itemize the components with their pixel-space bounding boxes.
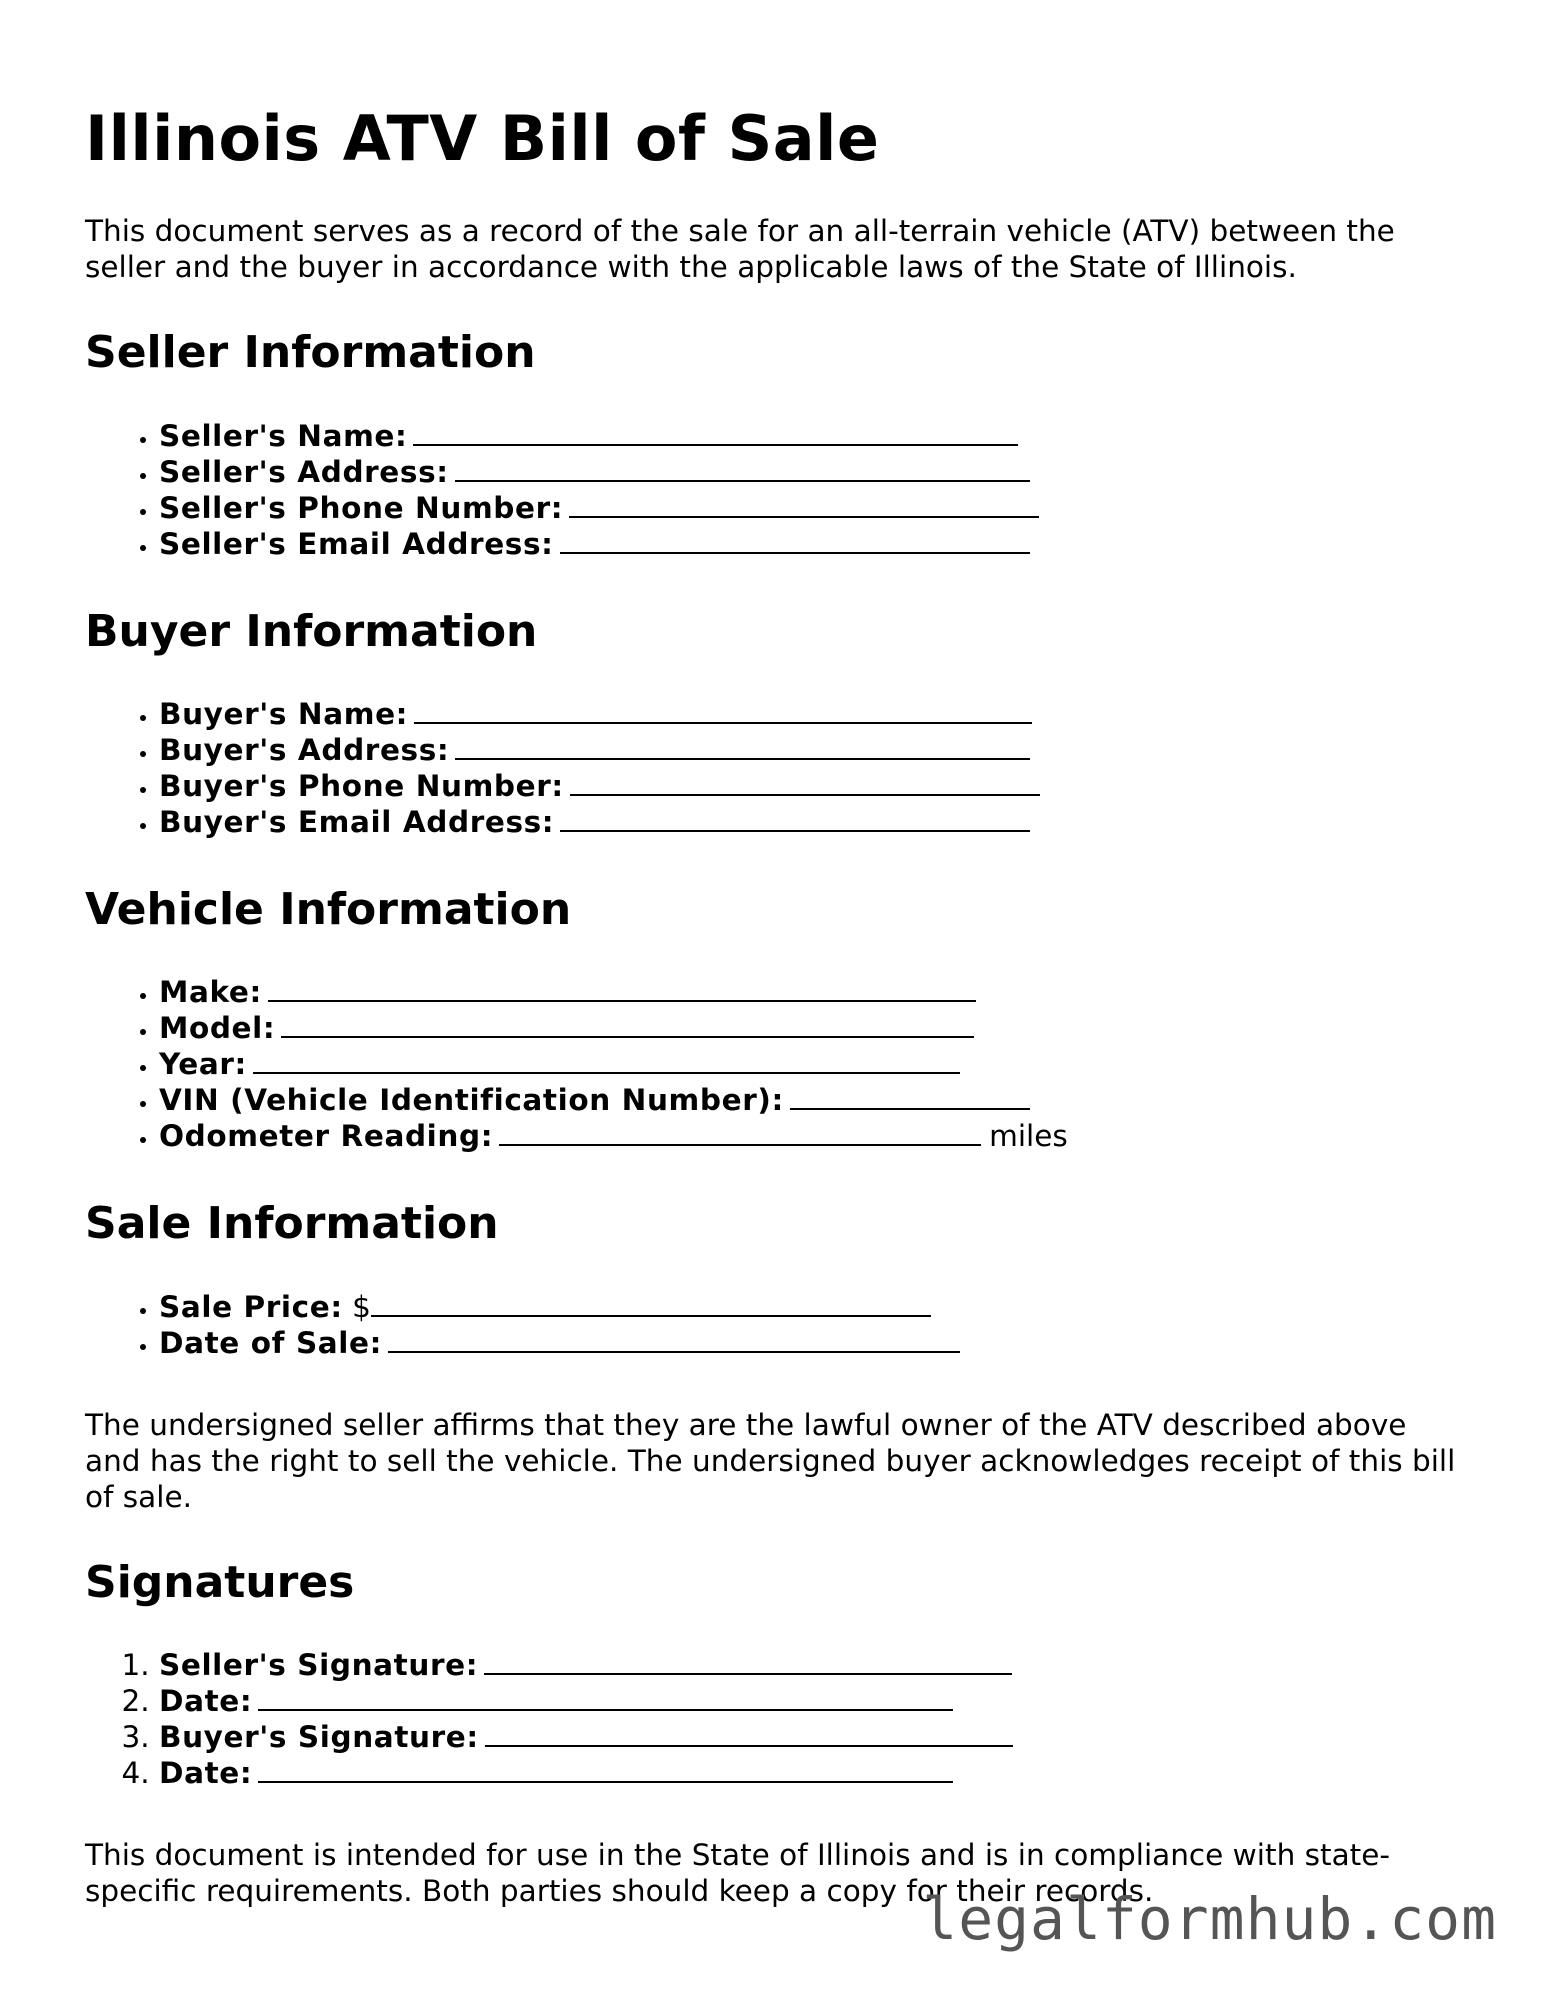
sale-date-blank[interactable]: [388, 1325, 960, 1353]
field-label: Seller's Email Address:: [159, 526, 554, 561]
vehicle-heading: Vehicle Information: [85, 883, 572, 935]
field-label: VIN (Vehicle Identification Number):: [159, 1083, 784, 1118]
buyer-phone-blank[interactable]: [570, 768, 1040, 796]
seller-email-blank[interactable]: [560, 526, 1030, 554]
buyer-signature-blank[interactable]: [485, 1719, 1013, 1747]
vehicle-fields-list: [85, 974, 1465, 1154]
seller-date-field: [159, 1683, 1465, 1719]
buyer-email-blank[interactable]: [560, 804, 1030, 832]
affirmation-paragraph: The undersigned seller affirms that they are the lawful owner of the ATV described above and has the right to sell the vehicle. The undersigned buyer acknowledges receipt of this bill of sale.: [85, 1407, 1456, 1514]
buyer-heading: Buyer Information: [85, 605, 538, 657]
field-label: Buyer's Email Address:: [159, 804, 555, 839]
sale-heading: Sale Information: [85, 1198, 499, 1250]
field-label: Make:: [159, 975, 262, 1010]
document-title: Illinois ATV Bill of Sale: [85, 102, 880, 175]
currency-symbol: $: [352, 1289, 371, 1324]
seller-signature-blank[interactable]: [484, 1647, 1012, 1675]
seller-name-field: [159, 418, 1465, 454]
field-label: Buyer's Name:: [159, 696, 409, 731]
field-label: Date of Sale:: [159, 1325, 383, 1360]
buyer-email-field: [159, 804, 1465, 840]
seller-heading: Seller Information: [85, 327, 536, 379]
buyer-signature-field: [159, 1719, 1465, 1755]
sale-price-blank[interactable]: [371, 1289, 931, 1317]
seller-signature-field: [159, 1647, 1465, 1683]
field-label: Year:: [159, 1047, 247, 1082]
field-label: Odometer Reading:: [159, 1119, 494, 1154]
make-field: [159, 974, 1465, 1010]
seller-email-field: [159, 526, 1465, 562]
model-blank[interactable]: [281, 1010, 974, 1038]
document-page: [85, 102, 1465, 1953]
field-label: Date:: [159, 1756, 253, 1791]
sale-price-field: [159, 1289, 1465, 1325]
buyer-fields-list: [85, 696, 1465, 840]
field-label: Buyer's Signature:: [159, 1720, 479, 1755]
buyer-name-field: [159, 696, 1465, 732]
field-label: Seller's Name:: [159, 418, 408, 453]
sale-fields-list: [85, 1289, 1465, 1361]
buyer-date-field: [159, 1755, 1465, 1791]
buyer-address-blank[interactable]: [455, 732, 1030, 760]
watermark-logo: legalformhub.com: [922, 1885, 1497, 1953]
closing-paragraph: This document is intended for use in the State of Illinois and is in compliance with state-specific requirements. Both parties should keep a copy for their records.: [85, 1838, 1391, 1909]
seller-fields-list: [85, 418, 1465, 562]
odometer-blank[interactable]: [499, 1118, 981, 1146]
buyer-date-blank[interactable]: [258, 1755, 953, 1783]
vin-blank[interactable]: [790, 1082, 1030, 1110]
seller-address-field: [159, 454, 1465, 490]
field-label: Model:: [159, 1011, 276, 1046]
field-label: Seller's Address:: [159, 454, 449, 489]
buyer-phone-field: [159, 768, 1465, 804]
seller-phone-field: [159, 490, 1465, 526]
intro-paragraph: This document serves as a record of the sale for an all-terrain vehicle (ATV) between the seller and the buyer in accordance with the applicable laws of the State of Illinois.: [85, 214, 1395, 285]
field-label: Buyer's Address:: [159, 732, 450, 767]
seller-date-blank[interactable]: [258, 1683, 953, 1711]
year-field: [159, 1046, 1465, 1082]
signatures-heading: Signatures: [85, 1556, 355, 1608]
sale-date-field: [159, 1325, 1465, 1361]
signatures-list: [85, 1647, 1465, 1791]
year-blank[interactable]: [253, 1046, 960, 1074]
make-blank[interactable]: [268, 974, 976, 1002]
seller-phone-blank[interactable]: [569, 490, 1039, 518]
field-label: Seller's Signature:: [159, 1648, 479, 1683]
odometer-field: [159, 1118, 1465, 1154]
buyer-address-field: [159, 732, 1465, 768]
buyer-name-blank[interactable]: [414, 696, 1032, 724]
field-label: Sale Price:: [159, 1289, 343, 1324]
odometer-unit: miles: [989, 1119, 1068, 1154]
model-field: [159, 1010, 1465, 1046]
field-label: Date:: [159, 1684, 253, 1719]
vin-field: [159, 1082, 1465, 1118]
seller-name-blank[interactable]: [413, 418, 1018, 446]
seller-address-blank[interactable]: [455, 454, 1030, 482]
field-label: Buyer's Phone Number:: [159, 768, 564, 803]
field-label: Seller's Phone Number:: [159, 490, 564, 525]
